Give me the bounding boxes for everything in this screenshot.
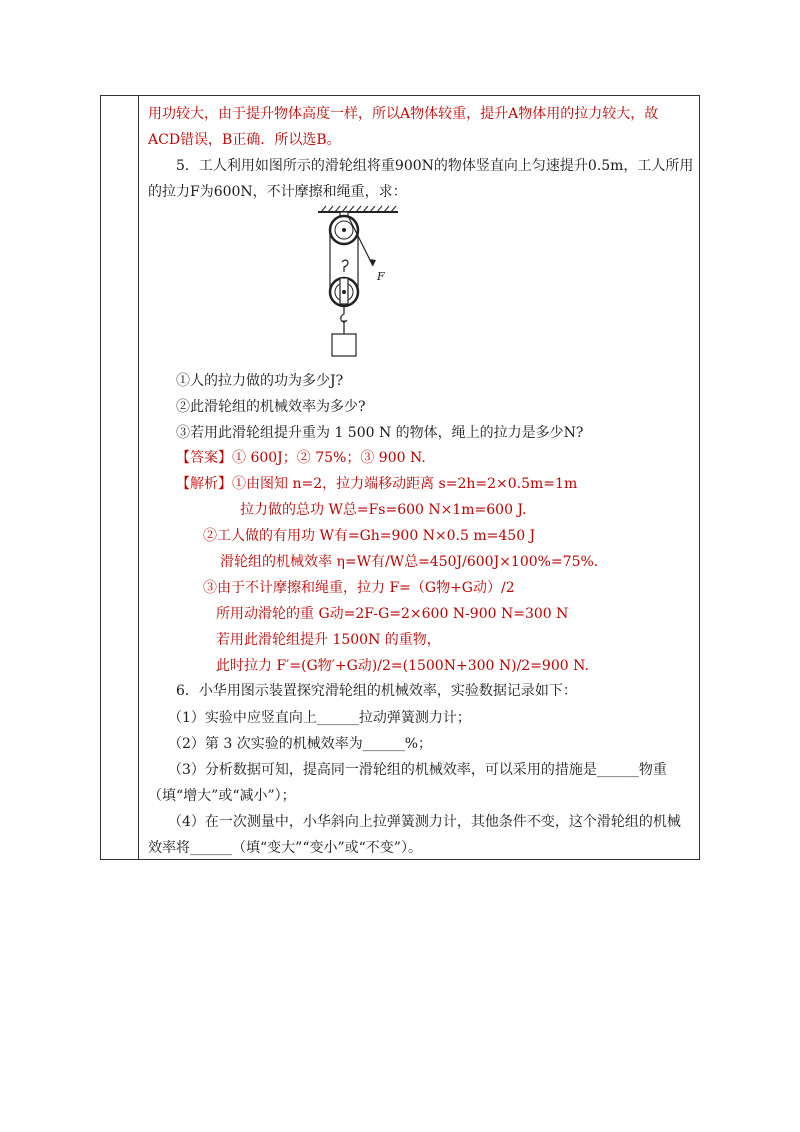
- explanation-line-6: 所用动滑轮的重 G动=2F-G=2×600 N-900 N=300 N: [216, 606, 569, 622]
- question-5-part-1: ①人的拉力做的功为多少J?: [176, 373, 344, 389]
- question-6-part-3-line-1: （3）分析数据可知，提高同一滑轮组的机械效率，可以采用的措施是______物重: [168, 762, 667, 778]
- answer-line: 【答案】① 600J；② 75%；③ 900 N.: [176, 450, 426, 466]
- column-divider: [138, 96, 139, 859]
- hook-icon: [342, 260, 348, 272]
- explanation-line-4: 滑轮组的机械效率 η=W有/W总=450J/600J×100%=75%.: [220, 554, 599, 570]
- pulley-diagram: [313, 204, 403, 364]
- prev-analysis-line-1: 用功较大，由于提升物体高度一样，所以A物体较重，提升A物体用的拉力较大，故: [148, 106, 659, 122]
- question-5-line-2: 的拉力F为600N，不计摩擦和绳重，求：: [148, 184, 407, 200]
- question-6-part-1: （1）实验中应竖直向上______拉动弹簧测力计；: [168, 710, 471, 726]
- question-6-part-4-line-2: 效率将______（填“变大”“变小”或“不变”）。: [148, 840, 422, 856]
- explanation-line-5: ③由于不计摩擦和绳重，拉力 F=（G物+G动）/2: [203, 580, 515, 596]
- force-label: F: [377, 270, 385, 283]
- explanation-line-8: 此时拉力 F′=(G物′+G动)/2=(1500N+300 N)/2=900 N.: [216, 658, 589, 674]
- movable-pulley: [330, 278, 358, 306]
- ceiling-hatch: [318, 206, 398, 212]
- question-5-part-2: ②此滑轮组的机械效率为多少?: [176, 399, 366, 415]
- question-6-line: 6．小华用图示装置探究滑轮组的机械效率，实验数据记录如下：: [176, 683, 577, 699]
- question-5-part-3: ③若用此滑轮组提升重为 1 500 N 的物体，绳上的拉力是多少N?: [176, 425, 584, 441]
- question-6-part-3-line-2: （填“增大”或“减小”）；: [148, 788, 296, 804]
- weight-block: [332, 334, 356, 356]
- explanation-line-1: 【解析】①由图知 n=2，拉力端移动距离 s=2h=2×0.5m=1m: [176, 476, 578, 492]
- prev-analysis-line-2: ACD错误，B正确．所以选B。: [148, 132, 341, 148]
- content-cell: [148, 96, 694, 859]
- explanation-line-3: ②工人做的有用功 W有=Gh=900 N×0.5 m=450 J: [203, 528, 536, 544]
- explanation-line-2: 拉力做的总功 W总=Fs=600 N×1m=600 J.: [240, 502, 527, 518]
- question-6-part-4-line-1: （4）在一次测量中，小华斜向上拉弹簧测力计，其他条件不变，这个滑轮组的机械: [168, 814, 681, 830]
- explanation-line-7: 若用此滑轮组提升 1500N 的重物，: [216, 632, 441, 648]
- table-frame: [100, 95, 700, 860]
- question-6-part-2: （2）第 3 次实验的机械效率为______%；: [168, 736, 433, 752]
- question-5-line-1: 5．工人利用如图所示的滑轮组将重900N的物体竖直向上匀速提升0.5m，工人所用: [176, 158, 694, 174]
